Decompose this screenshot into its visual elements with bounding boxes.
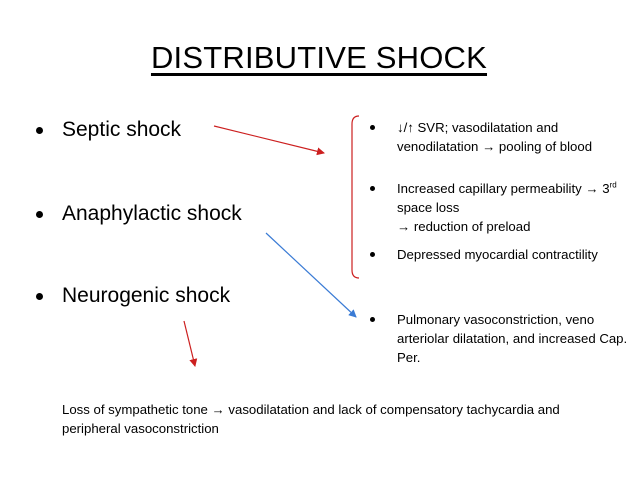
mechanism-text: Depressed myocardial contractility: [397, 247, 598, 262]
right-arrow-icon: →: [482, 139, 496, 154]
mechanism-text: ↓/↑ SVR; vasodilatation and venodilatation → pooling of blood: [397, 120, 593, 154]
slide-title: DISTRIBUTIVE SHOCK: [150, 40, 488, 75]
shock-label: Septic shock: [62, 118, 182, 141]
shock-label: Neurogenic shock: [62, 284, 231, 307]
mechanism-text: Pulmonary vasoconstriction, veno arteriolar dilatation, and increased Cap. Per.: [397, 312, 628, 365]
right-arrow-icon: →: [397, 219, 411, 234]
septic-arrow: [214, 126, 324, 153]
right-arrow-icon: →: [211, 402, 225, 417]
right-arrow-icon: →: [585, 181, 599, 196]
neurogenic-arrow: [184, 321, 195, 366]
footer-note: Loss of sympathetic tone → vasodilatation and lack of compensatory tachycardia and peripheral vasoconstriction: [62, 402, 560, 436]
shock-label: Anaphylactic shock: [62, 202, 242, 225]
bracket-icon: [352, 116, 359, 278]
anaphylactic-arrow: [266, 233, 356, 317]
mechanism-text: Increased capillary permeability → 3rd space loss → reduction of preload: [397, 180, 617, 234]
